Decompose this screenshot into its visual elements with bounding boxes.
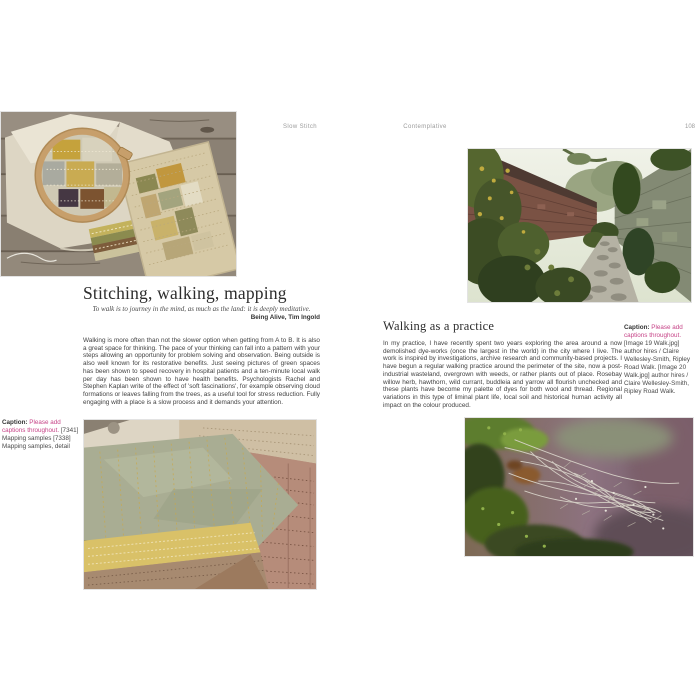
right-caption-note: Please add captions throughout. <box>624 324 683 339</box>
left-page-title: Stitching, walking, mapping <box>83 283 287 303</box>
left-caption-note: Please add captions throughout. <box>2 419 61 434</box>
right-caption-text: [Image 19 Walk.jpg] author hires / Claire Wellesley-Smith, Ripley Road Walk. [Image 20 Walk.jpg] author hires / Claire Wellesley-Smith, Ripley Road Walk. <box>624 340 691 395</box>
right-caption <box>624 324 697 396</box>
right-caption-label: Caption: <box>624 324 652 331</box>
running-head-left: Slow Stitch <box>282 124 318 130</box>
left-caption-text: [7341] Mapping samples [7338] Mapping samples, detail <box>2 427 79 450</box>
left-page-body: Walking is more often than not the slower option when getting from A to B. It is also a great space for thinking. The pace of your thinking can fall into a pattern with your steps allowing an opportunity for problem solving and observation. Being outside is also well known for its restorative benefits. Just seeing pictures of green spaces has been shown to speed recovery in hospital patients and a ten-minute local walk per day has been shown to have health benefits. Psychologists Rachel and Stephen Kaplan write of the effect of 'soft fascinations', for example observing cloud formations or leaves falling from the trees, as a useful tool for stress reduction. Fully engaging with a place is a slow process and it demands your attention. <box>83 337 320 406</box>
right-page-title: Walking as a practice <box>383 319 495 333</box>
photo-moss-frost-closeup <box>464 417 694 557</box>
photo-stitched-layers-detail <box>83 419 317 590</box>
page-number: 108 <box>684 124 695 130</box>
left-page-quote: To walk is to journey in the mind, as much as the land: it is deeply meditative. <box>92 305 311 313</box>
left-caption-label: Caption: <box>2 419 30 426</box>
left-page-quote-attribution: Being Alive, Tim Ingold <box>250 314 320 321</box>
photo-textiles-on-wood <box>0 111 237 277</box>
right-page-body: In my practice, I have recently spent two years exploring the area around a now demolished dye-works (once the largest in the world) in the city where I live. The work is inspired by investigations, archive research and community-based projects. I have begun a regular walking practice around the perimeter of the site, now a post-industrial wasteland, overgrown with weeds, or rather plants out of place. Rosebay willow herb, hawthorn, wild currant, buddleia and yarrow all flourish unchecked and these plants have become my palette of dyes for both wool and thread. Regional variations in this type of liminal plant life, local soil and historical human activity all impact on the colour produced. <box>383 340 622 409</box>
photo-walled-path <box>467 148 692 303</box>
running-head-right: Contemplative <box>403 124 447 130</box>
left-caption <box>2 419 81 451</box>
